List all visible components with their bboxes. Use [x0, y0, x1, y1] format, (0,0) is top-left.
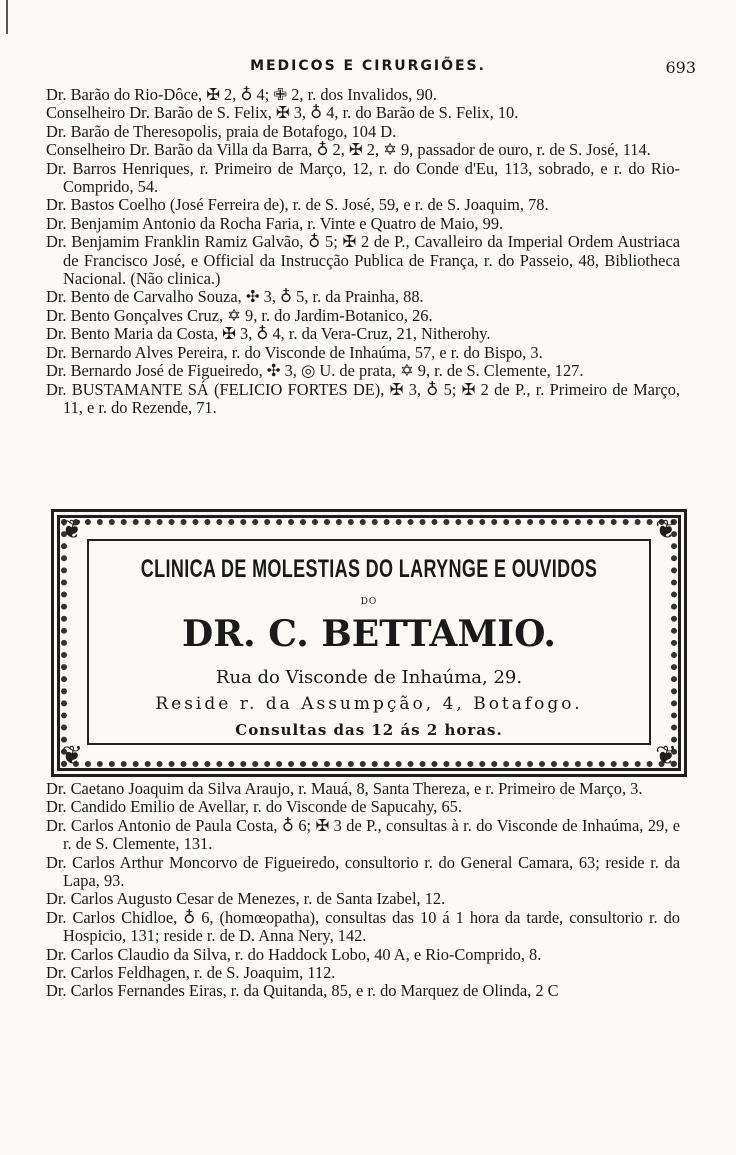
list-item: Dr. Bento Gonçalves Cruz, ✡ 9, r. do Jardim-Botanico, 26.: [46, 305, 433, 325]
list-item: Dr. Carlos Claudio da Silva, r. do Haddock Lobo, 40 A, e Rio-Comprido, 8.: [46, 944, 542, 964]
advert-connector: DO: [360, 597, 378, 607]
list-item: Dr. Carlos Chidloe, ♁ 6, (homœopatha), consultas das 10 á 1 hora da tarde, consultorio r. do Hospicio, 131; reside r. de D. Anna Nery, 142.: [46, 907, 680, 946]
list-item: Dr. Carlos Arthur Moncorvo de Figueiredo, consultorio r. do General Camara, 63; reside r. da Lapa, 93.: [46, 852, 680, 891]
list-item: Dr. Benjamim Antonio da Rocha Faria, r. Vinte e Quatro de Maio, 99.: [46, 213, 504, 233]
page-number: 693: [665, 58, 696, 77]
corner-ornament-icon: ❦: [61, 741, 83, 771]
page-edge-mark: [6, 0, 8, 34]
list-item: Dr. Bento Maria da Costa, ✠ 3, ♁ 4, r. da Vera-Cruz, 21, Nitherohy.: [46, 324, 491, 344]
page-header: [0, 58, 736, 80]
list-item: Dr. Caetano Joaquim da Silva Araujo, r. Mauá, 8, Santa Thereza, e r. Primeiro de Março, 3.: [46, 779, 643, 798]
entries-list-bottom: [46, 780, 680, 1001]
advert-residence: Reside r. da Assumpção, 4, Botafogo.: [155, 694, 583, 714]
list-item: Dr. Barão do Rio-Dôce, ✠ 2, ♁ 4; ✙ 2, r. dos Invalidos, 90.: [46, 85, 437, 104]
list-item: Dr. Carlos Augusto Cesar de Menezes, r. de Santa Izabel, 12.: [46, 889, 446, 909]
list-item: Dr. Benjamim Franklin Ramiz Galvão, ♁ 5; ✠ 2 de P., Cavalleiro da Imperial Ordem Austriaca de Francisco José, e Official da Instrucção Publica de França, r. do Passeio, 48, Bibliotheca Nacional. (Não clinica.): [46, 232, 680, 289]
list-item: Dr. Bernardo Alves Pereira, r. do Visconde de Inhaúma, 57, e r. do Bispo, 3.: [46, 342, 543, 362]
list-item: Dr. Barão de Theresopolis, praia de Botafogo, 104 D.: [46, 121, 397, 141]
list-item: Dr. Bernardo José de Figueiredo, ✣ 3, ◎ U. de prata, ✡ 9, r. de S. Clemente, 127.: [46, 361, 584, 381]
advert-doctor-name: DR. C. BETTAMIO.: [182, 613, 556, 655]
corner-ornament-icon: ❦: [655, 515, 677, 545]
list-item: Dr. Carlos Feldhagen, r. de S. Joaquim, 112.: [46, 963, 336, 983]
corner-ornament-icon: ❦: [61, 515, 83, 545]
advert-address: Rua do Visconde de Inhaúma, 29.: [215, 667, 523, 688]
list-item: Dr. Candido Emilio de Avellar, r. do Visconde de Sapucahy, 65.: [46, 797, 462, 817]
list-item: Conselheiro Dr. Barão da Villa da Barra, ♁ 2, ✠ 2, ✡ 9, passador de ouro, r. de S. José, 114.: [46, 140, 651, 160]
list-item: Dr. Bastos Coelho (José Ferreira de), r. de S. José, 59, e r. de S. Joaquim, 78.: [46, 195, 549, 215]
advert-hours: Consultas das 12 ás 2 horas.: [235, 721, 503, 739]
list-item: Dr. Carlos Antonio de Paula Costa, ♁ 6; ✠ 3 de P., consultas à r. do Visconde de Inhaúma, 29, e r. de S. Clemente, 131.: [46, 815, 680, 854]
advertisement-box: [51, 509, 687, 777]
corner-ornament-icon: ❦: [655, 741, 677, 771]
section-title: MEDICOS E CIRURGIÕES.: [250, 58, 486, 74]
advert-title: CLINICA DE MOLESTIAS DO LARYNGE E OUVIDOS: [140, 555, 598, 583]
list-item: Dr. BUSTAMANTE SÁ (FELICIO FORTES DE), ✠ 3, ♁ 5; ✠ 2 de P., r. Primeiro de Março, 11, e r. do Rezende, 71.: [46, 379, 680, 417]
list-item: Dr. Bento de Carvalho Souza, ✣ 3, ♁ 5, r. da Prainha, 88.: [46, 287, 424, 307]
list-item: Conselheiro Dr. Barão de S. Felix, ✠ 3, ♁ 4, r. do Barão de S. Felix, 10.: [46, 103, 519, 123]
list-item: Dr. Carlos Fernandes Eiras, r. da Quitanda, 85, e r. do Marquez de Olinda, 2 C: [46, 981, 559, 1001]
entries-list-top: [46, 86, 680, 417]
list-item: Dr. Barros Henriques, r. Primeiro de Março, 12, r. do Conde d'Eu, 113, sobrado, e r. do Rio-Comprido, 54.: [46, 158, 680, 197]
